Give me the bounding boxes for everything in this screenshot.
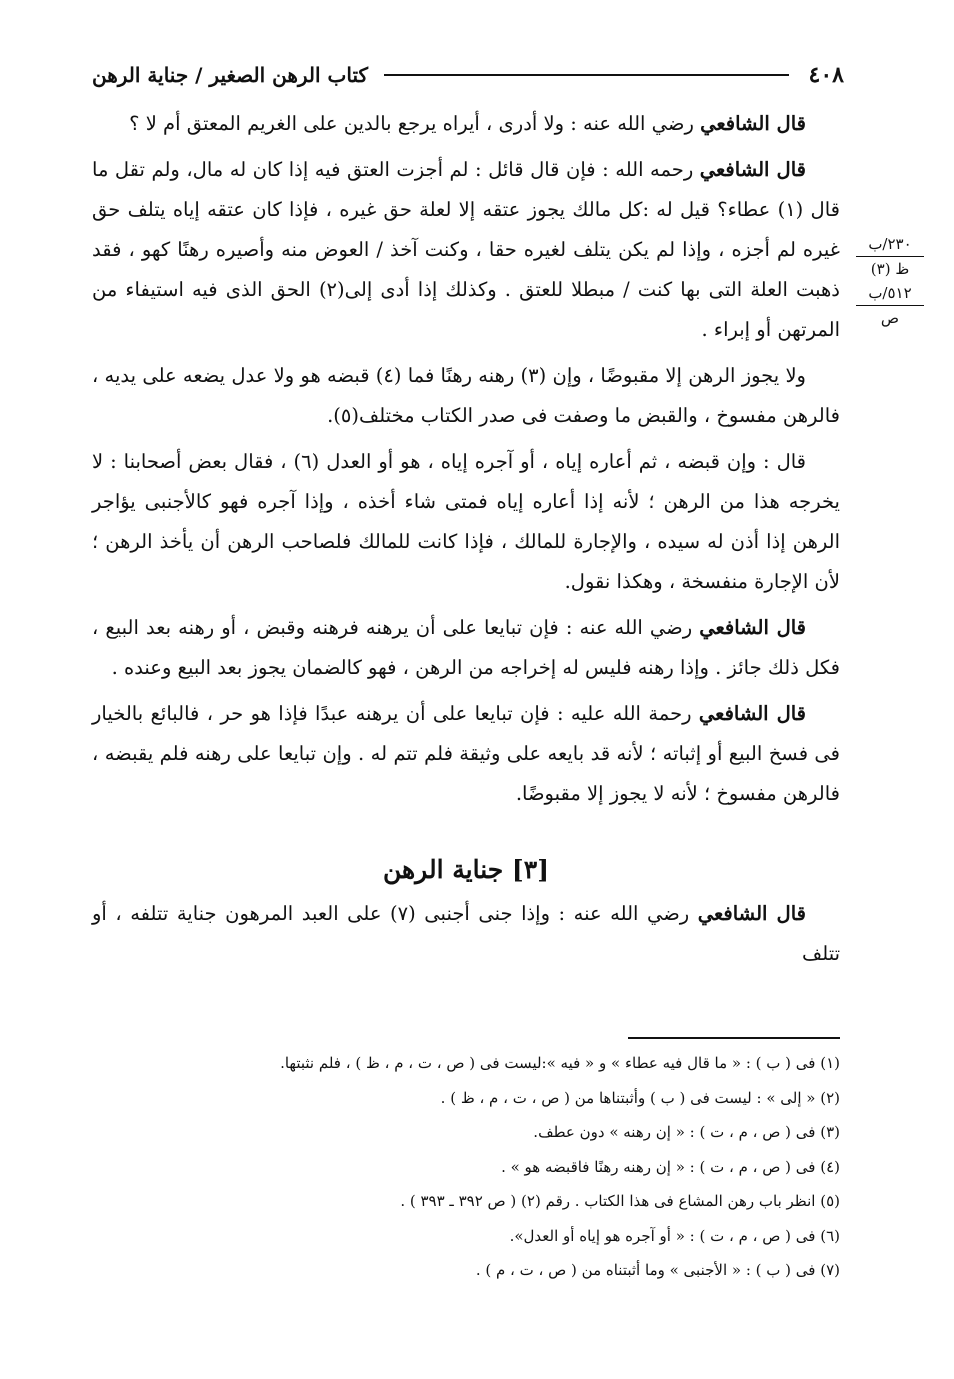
footnote: (١) فى ( ب ) : « ما قال فيه عطاء » و « فيه »:ليست فى ( ص ، ت ، م ، ظ ) ، فلم نثبتها. <box>280 1054 840 1072</box>
footnote: (٤) فى ( ص ، م ، ت ) : « إن رهنه رهنًا فاقبضه هو » . <box>501 1157 840 1176</box>
footnote-rule <box>628 1037 840 1039</box>
margin-note: ٢٣٠/ب <box>856 232 924 257</box>
footnote: (٣) فى ( ص ، م ، ت ) : « إن رهنه » دون عطف. <box>533 1123 840 1141</box>
paragraph <box>92 694 840 814</box>
paragraph-text: رضي الله عنه : فإن تبايعا على أن يرهنه فرهنه وقبض ، أو رهنه بعد البيع ، فكل ذلك جائز . وإذا رهنه فليس له إخراجه من الرهن ، فهو كالضمان يجوز بعد البيع وعنده . <box>92 616 840 679</box>
footnote: (٢) « إلى » : ليست فى ( ب ) وأثبتناها من ( ص ، ت ، م ، ظ ) . <box>440 1088 840 1107</box>
speaker-label: قال الشافعي <box>699 158 806 181</box>
speaker-label: قال الشافعي <box>698 702 806 725</box>
speaker-label: قال الشافعي <box>700 112 806 135</box>
paragraph <box>92 442 840 602</box>
footnote: (٧) فى ( ب ) : « الأجنبى » وما أثبتناه من ( ص ، ت ، م ) . <box>475 1261 840 1279</box>
paragraph-text: ولا يجوز الرهن إلا مقبوضًا ، وإن (٣) رهنه رهنًا فما (٤) قبضه هو ولا عدل يضعه على يديه ، فالرهن مفسوخ ، والقبض ما وصفت فى صدر الكتاب مختلف(٥). <box>92 364 840 427</box>
page-header <box>92 58 844 92</box>
margin-note: ظ (٣) <box>870 260 910 278</box>
margin-note: ٥١٢/ب <box>856 281 924 306</box>
footnote: (٦) فى ( ص ، م ، ت ) : « أو آجره هو إياه أو العدل». <box>509 1226 840 1245</box>
paragraph <box>92 608 840 688</box>
paragraph-text: رحمة الله عليه : فإن تبايعا على أن يرهنه عبدًا فإذا هو حر ، فالبائع بالخيار فى فسخ البيع أو إثباته ؛ لأنه قد بايعه على وثيقة فلم تتم له . وإن تبايعا على رهنه فلم يقبضه ، فالرهن مفسوخ ؛ لأنه لا يجوز إلا مقبوضًا. <box>92 702 840 805</box>
footnotes <box>160 1046 840 1288</box>
running-title: كتاب الرهن الصغير / جناية الرهن <box>92 63 369 87</box>
page-number: ٤٠٨ <box>808 62 844 88</box>
paragraph <box>92 894 840 974</box>
speaker-label: قال الشافعي <box>697 902 806 925</box>
speaker-label: قال الشافعي <box>699 616 807 639</box>
paragraph-text: رحمه الله : فإن قال قائل : لم أجزت العتق فيه إذا كان له مال، ولم تقل ما قال (١) عطاء؟ قيل له :كل مالك يجوز عتقه إلا لعلة حق غيره ، فإذا كان عتقه إياه يتلف حق غيره لم أجزه ، وإذا لم يكن يتلف لغيره حقا ، وكنت آخذ / العوض منه وأصيره رهنًا كهو ، فقد ذهبت العلة التى بها كنت / مبطلا للعتق . وكذلك إذا أدى إلى(٢) الحق الذى فيه استيفاء من المرتهن أو إبراء . <box>92 158 840 341</box>
paragraph <box>92 104 840 144</box>
footnote: (٥) انظر باب رهن المشاع فى هذا الكتاب . رقم (٢) ( ص ٣٩٢ ـ ٣٩٣ ) . <box>400 1192 840 1210</box>
paragraph-text: رضي الله عنه : ولا أدرى ، أيراه يرجع بالدين على الغريم المعتق أم لا ؟ <box>129 112 701 135</box>
margin-notes <box>856 232 924 330</box>
section-heading: [٣] جناية الرهن <box>382 855 550 884</box>
paragraph-text: قال : وإن قبضه ، ثم أعاره إياه ، أو آجره إياه ، هو أو العدل (٦) ، فقال بعض أصحابنا : لا يخرجه هذا من الرهن ؛ لأنه إذا أعاره إياه فمتى شاء أخذه ، وإذا آجره فهو كالأجنبى يؤاجر الرهن إذا أذن له سيده ، والإجارة للمالك ، فإذا كانت للمالك فلصاحب الرهن أن يأخذ الرهن ؛ لأن الإجارة منفسخة ، وهكذا نقول. <box>92 450 840 593</box>
header-rule <box>384 74 789 76</box>
margin-note: ص <box>880 309 900 327</box>
paragraph <box>92 356 840 436</box>
main-text <box>92 104 840 980</box>
paragraph-text: رضي الله عنه : وإذا جنى أجنبى (٧) على العبد المرهون جناية تتلفه ، أو تتلف <box>92 902 840 965</box>
paragraph <box>92 150 840 350</box>
